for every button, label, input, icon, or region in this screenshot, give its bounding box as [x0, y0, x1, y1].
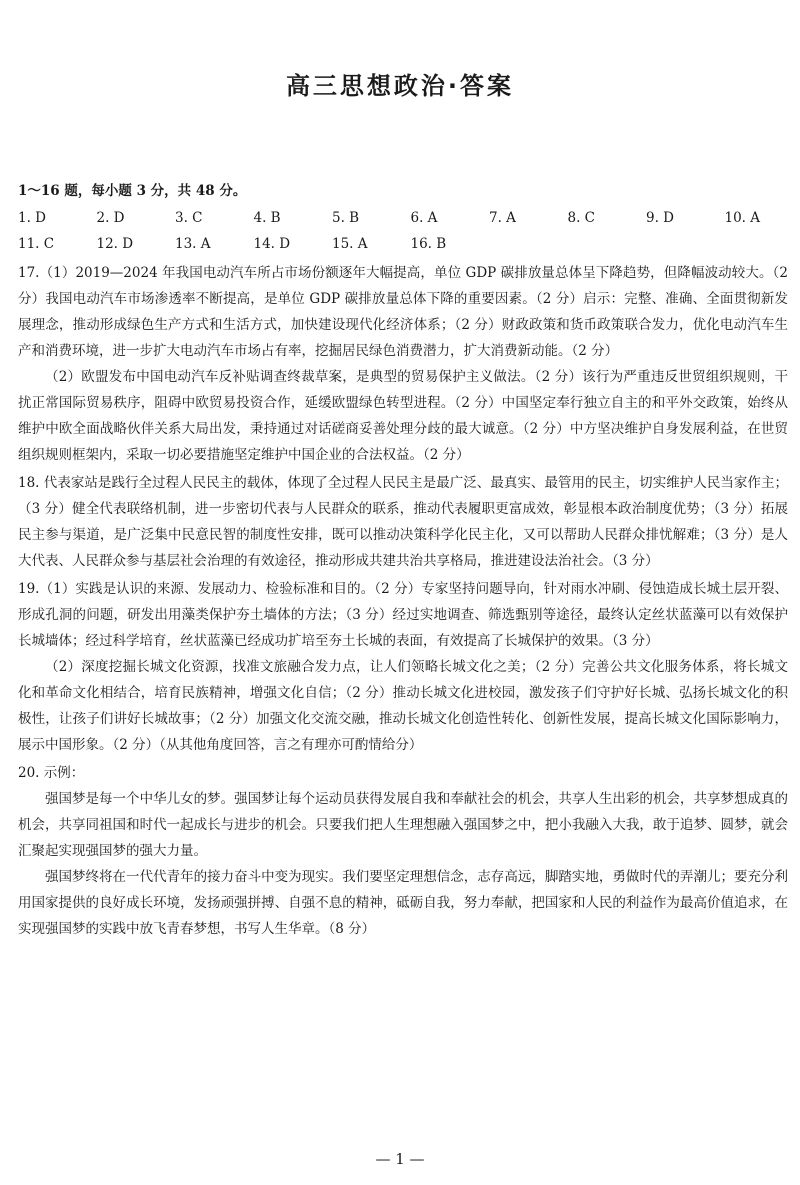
answer-body: [18, 178, 788, 942]
q19-part2: （2）深度挖掘长城文化资源，找准文旅融合发力点，让人们领略长城文化之美；（2 分）完善公共文化服务体系，将长城文化和革命文化相结合，培育民族精神，增强文化自信；（2 分）推动长城文化进校园，激发孩子们守护好长城、弘扬长城文化的积极性，让孩子们讲好长城故事；（2 分）加强文化交流交融，推动长城文化创造性转化、创新性发展，提高长城文化国际影响力，展示中国形象。（2 分）（从其他角度回答，言之有理亦可酌情给分）: [18, 658, 788, 753]
choice-answer: 9. D: [646, 209, 674, 226]
q17-part2: （2）欧盟发布中国电动汽车反补贴调查终裁草案，是典型的贸易保护主义做法。（2 分）该行为严重违反世贸组织规则，干扰正常国际贸易秩序，阻碍中欧贸易投资合作，延缓欧盟绿色转型进程。（2 分）中国坚定奉行独立自主的和平外交政策，始终从维护中欧全面战略伙伴关系大局出发，秉持通过对话磋商妥善处理分歧的最大诚意。（2 分）中方坚决维护自身发展利益，在世贸组织规则框架内，采取一切必要措施坚定维护中国企业的合法权益。（2 分）: [18, 368, 788, 463]
q20-paragraph-1: 强国梦是每一个中华儿女的梦。强国梦让每个运动员获得发展自我和奉献社会的机会，共享人生出彩的机会，共享梦想成真的机会，共享同祖国和时代一起成长与进步的机会。只要我们把人生理想融入强国梦之中，把小我融入大我，敢于追梦、圆梦，就会汇聚起实现强国梦的强大力量。: [18, 790, 788, 859]
choice-answer: 3. C: [175, 209, 203, 226]
choice-answer: 10. A: [724, 209, 761, 226]
choice-answer: 12. D: [96, 236, 134, 252]
q20-paragraph-2: 强国梦终将在一代代青年的接力奋斗中变为现实。我们要坚定理想信念，志存高远，脚踏实地，勇做时代的弄潮儿；要充分利用国家提供的良好成长环境，发扬顽强拼搏、自强不息的精神，砥砺自我，努力奉献，把国家和人民的利益作为最高价值追求，在实现强国梦的实践中放飞青春梦想，书写人生华章。（8 分）: [18, 868, 788, 937]
page-title: 高三思想政治·答案: [285, 72, 515, 100]
choice-answer: 13. A: [175, 236, 211, 252]
q17-part1: 17.（1）2019—2024 年我国电动汽车所占市场份额逐年大幅提高，单位 GDP 碳排放量总体呈下降趋势，但降幅波动较大。（2 分）我国电动汽车市场渗透率不断提高，是单位 GDP 碳排放量总体下降的重要因素。（2 分）启示：完整、准确、全面贯彻新发展理念，推动形成绿色生产方式和生活方式，加快建设现代化经济体系；（2 分）财政政策和货币政策联合发力，优化电动汽车生产和消费环境，进一步扩大电动汽车市场占有率，挖掘居民绿色消费潜力，扩大消费新动能。（2 分）: [18, 264, 788, 359]
choice-answer: 8. C: [567, 209, 596, 226]
choice-answer: 4. B: [253, 209, 281, 226]
choice-answer: 16. B: [410, 236, 447, 252]
choice-intro: 1～16 题，每小题 3 分，共 48 分。: [18, 183, 247, 199]
choice-answer: 15. A: [332, 236, 368, 252]
page-number: — 1 —: [375, 1150, 425, 1168]
choice-answer: 5. B: [332, 209, 360, 226]
choice-answers-row-2: [18, 231, 788, 258]
choice-answer: 14. D: [253, 236, 291, 252]
choice-answer: 1. D: [18, 209, 46, 226]
choice-answer: 7. A: [489, 209, 516, 226]
choice-answer: 2. D: [96, 209, 125, 226]
q20-label: 20. 示例：: [18, 764, 85, 781]
choice-answers-row-1: [18, 205, 788, 232]
choice-answer: 6. A: [410, 209, 438, 226]
choice-answer: 11. C: [18, 236, 55, 252]
q18-answer: 18. 代表家站是践行全过程人民民主的载体，体现了全过程人民民主是最广泛、最真实、最管用的民主，切实维护人民当家作主；（3 分）健全代表联络机制，进一步密切代表与人民群众的联系，推动代表履职更富成效，彰显根本政治制度优势；（3 分）拓展民主参与渠道，是广泛集中民意民智的制度性安排，既可以推动决策科学化民主化，又可以帮助人民群众排忧解难；（3 分）是人大代表、人民群众参与基层社会治理的有效途径，推动形成共建共治共享格局，推进建设法治社会。（3 分）: [18, 474, 788, 569]
q19-part1: 19.（1）实践是认识的来源、发展动力、检验标准和目的。（2 分）专家坚持问题导向，针对雨水冲刷、侵蚀造成长城土层开裂、形成孔洞的问题，研发出用藻类保护夯土墙体的方法；（3 分）经过实地调查、筛选甄别等途径，最终认定丝状蓝藻可以有效保护长城墙体；经过科学培育，丝状蓝藻已经成功扩培至夯土长城的表面，有效提高了长城保护的效果。（3 分）: [18, 580, 788, 649]
